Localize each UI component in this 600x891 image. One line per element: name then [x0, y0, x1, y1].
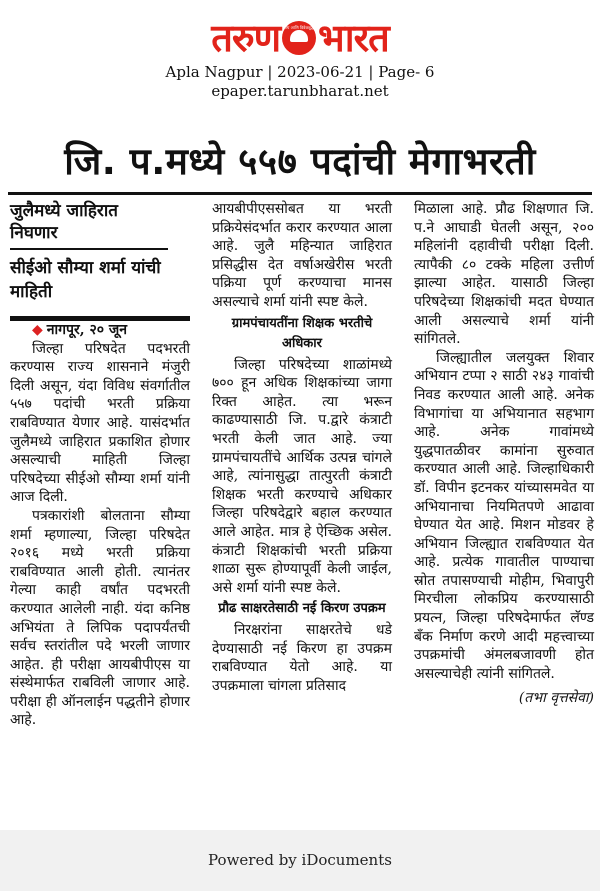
paragraph: जिल्हा परिषदेच्या शाळांमध्ये ७०० हून अधिक शिक्षकांच्या जागा रिक्त आहेत. त्या भरून काढण्यासाठी जि. प.द्वारे कंत्राटी भरती केली जात आहे. ज्या ग्रामपंचायतींचे आर्थिक उत्पन्न चांगले आहे, त्यांनासुद्धा तात्पुरती कंत्राटी शिक्षक भरती करण्याचे अधिकार जिल्हा परिषदेद्वारे बहाल करण्यात आले आहेत. मात्र हे ऐच्छिक असेल. कंत्राटी शिक्षकांची भरती प्रक्रिया शाळा सुरू होण्यापूर्वी केली जाईल, असे शर्मा यांनी स्पष्ट केले.: [212, 356, 392, 596]
article-column-3: [414, 200, 594, 708]
article-clipping: [0, 128, 600, 804]
logo-left-text: तरुण: [211, 16, 281, 60]
headline-rule: [8, 192, 592, 195]
edition-line: Apla Nagpur | 2023-06-21 | Page- 6: [165, 63, 435, 81]
article-column-1: [10, 200, 190, 730]
logo-tagline: सत्य आणि विवेकबुद्धी: [283, 25, 315, 30]
subheading: ग्रामपंचायतींना शिक्षक भरतीचे अधिकार: [231, 315, 373, 351]
paragraph: पत्रकारांशी बोलताना सौम्या शर्मा म्हणाल्या, जिल्हा परिषदेत २०१६ मध्ये भरती प्रक्रिया राबविण्यात आली होती. त्यानंतर गेल्या काही वर्षांत पदभरती करण्यात आलेली नाही. यंदा कनिष्ठ अभियंता ते लिपिक पदापर्यंतची सर्वच स्तरांतील पदे भरली जाणार आहेत. ही परीक्षा आयबीपीएस या संस्थेमार्फत राबविली जाणार आहे. परीक्षा ही ऑनलाईन पद्धतीने होणार आहे.: [10, 507, 190, 729]
deck-subheading: सीईओ सौम्या शर्मा यांची माहिती: [10, 258, 161, 302]
logo-seal-icon: [282, 21, 316, 55]
news-credit: (तभा वृत्तसेवा): [518, 690, 594, 707]
paragraph: मिळाला आहे. प्रौढ शिक्षणात जि. प.ने आघाडी घेतली असून, २०० महिलांनी दहावीची परीक्षा दिली. त्यापैकी ८० टक्के महिला उत्तीर्ण झाल्या आहेत. यासाठी जिल्हा परिषदेच्या शिक्षकांची मदत घेण्यात आली असल्याचे शर्मा यांनी सांगितले.: [414, 201, 594, 348]
subheading: प्रौढ साक्षरतेसाठी नई किरण उपक्रम: [218, 601, 386, 617]
paragraph: आयबीपीएससोबत या भरती प्रक्रियेसंदर्भात करार करण्यात आला आहे. जुलै महिन्यात जाहिरात प्रसिद्धीस देत वर्षाअखेरीस भरती पक्रिया पूर्ण करण्याचा मानस असल्याचे शर्मा यांनी स्पष्ट केले.: [212, 201, 392, 310]
article-headline: जि. प.मध्ये ५५७ पदांची मेगाभरती: [64, 140, 536, 183]
paragraph: जिल्हा परिषदेत पदभरती करण्यास राज्य शासनाने मंजुरी दिली असून, यंदा विविध संवर्गातील ५५७ पदांची भरती प्रक्रिया राबविण्यात येणार आहे. यासंदर्भात जुलैमध्ये जाहिरात प्रकाशित होणार असल्याची माहिती जिल्हा परिषदेच्या सीईओ सौम्या शर्मा यांनी आज दिली.: [10, 340, 190, 506]
deck-heading: जुलैमध्ये जाहिरात निघणार: [10, 200, 168, 250]
paragraph: जिल्ह्यातील जलयुक्त शिवार अभियान टप्पा २ साठी २४३ गावांची निवड करण्यात आली आहे. अनेक विभागांचा या अभियानात सहभाग आहे. अनेक गावांमध्ये युद्धपातळीवर कामांना सुरुवात करण्यात आली आहे. जिल्हाधिकारी डॉ. विपीन इटनकर यांच्यासमवेत या अभियानाचा नियमितपणे आढावा घेण्यात येत आहे. मिशन मोडवर हे अभियान जिल्ह्यात राबविण्यात येत आहे. प्रत्येक गावातील पाण्याचा स्रोत तपासण्याची मोहीम, भिवापुरी मिरचीला लोकप्रिय करण्यासाठी प्रयत्न, जिल्हा परिषदेमार्फत लॅण्ड बँक निर्माण करणे आदी महत्त्वाच्या उपक्रमांची अंमलबजावणी होत असल्याचेही त्यांनी सांगितले.: [414, 349, 594, 682]
logo-right-text: भारत: [318, 16, 389, 60]
paragraph: निरक्षरांना साक्षरतेचे धडे देण्यासाठी नई किरण हा उपक्रम राबविण्यात येतो आहे. या उपक्रमाला चांगला प्रतिसाद: [212, 622, 392, 695]
article-column-2: [212, 200, 392, 696]
powered-by-footer[interactable]: Powered by iDocuments: [0, 830, 600, 891]
dateline-text: नागपूर, २० जून: [46, 322, 128, 338]
newspaper-logo[interactable]: [211, 14, 389, 62]
dateline: [10, 321, 190, 340]
epaper-url[interactable]: epaper.tarunbharat.net: [211, 82, 389, 100]
masthead: [0, 14, 600, 62]
diamond-bullet-icon: ◆: [32, 322, 43, 338]
